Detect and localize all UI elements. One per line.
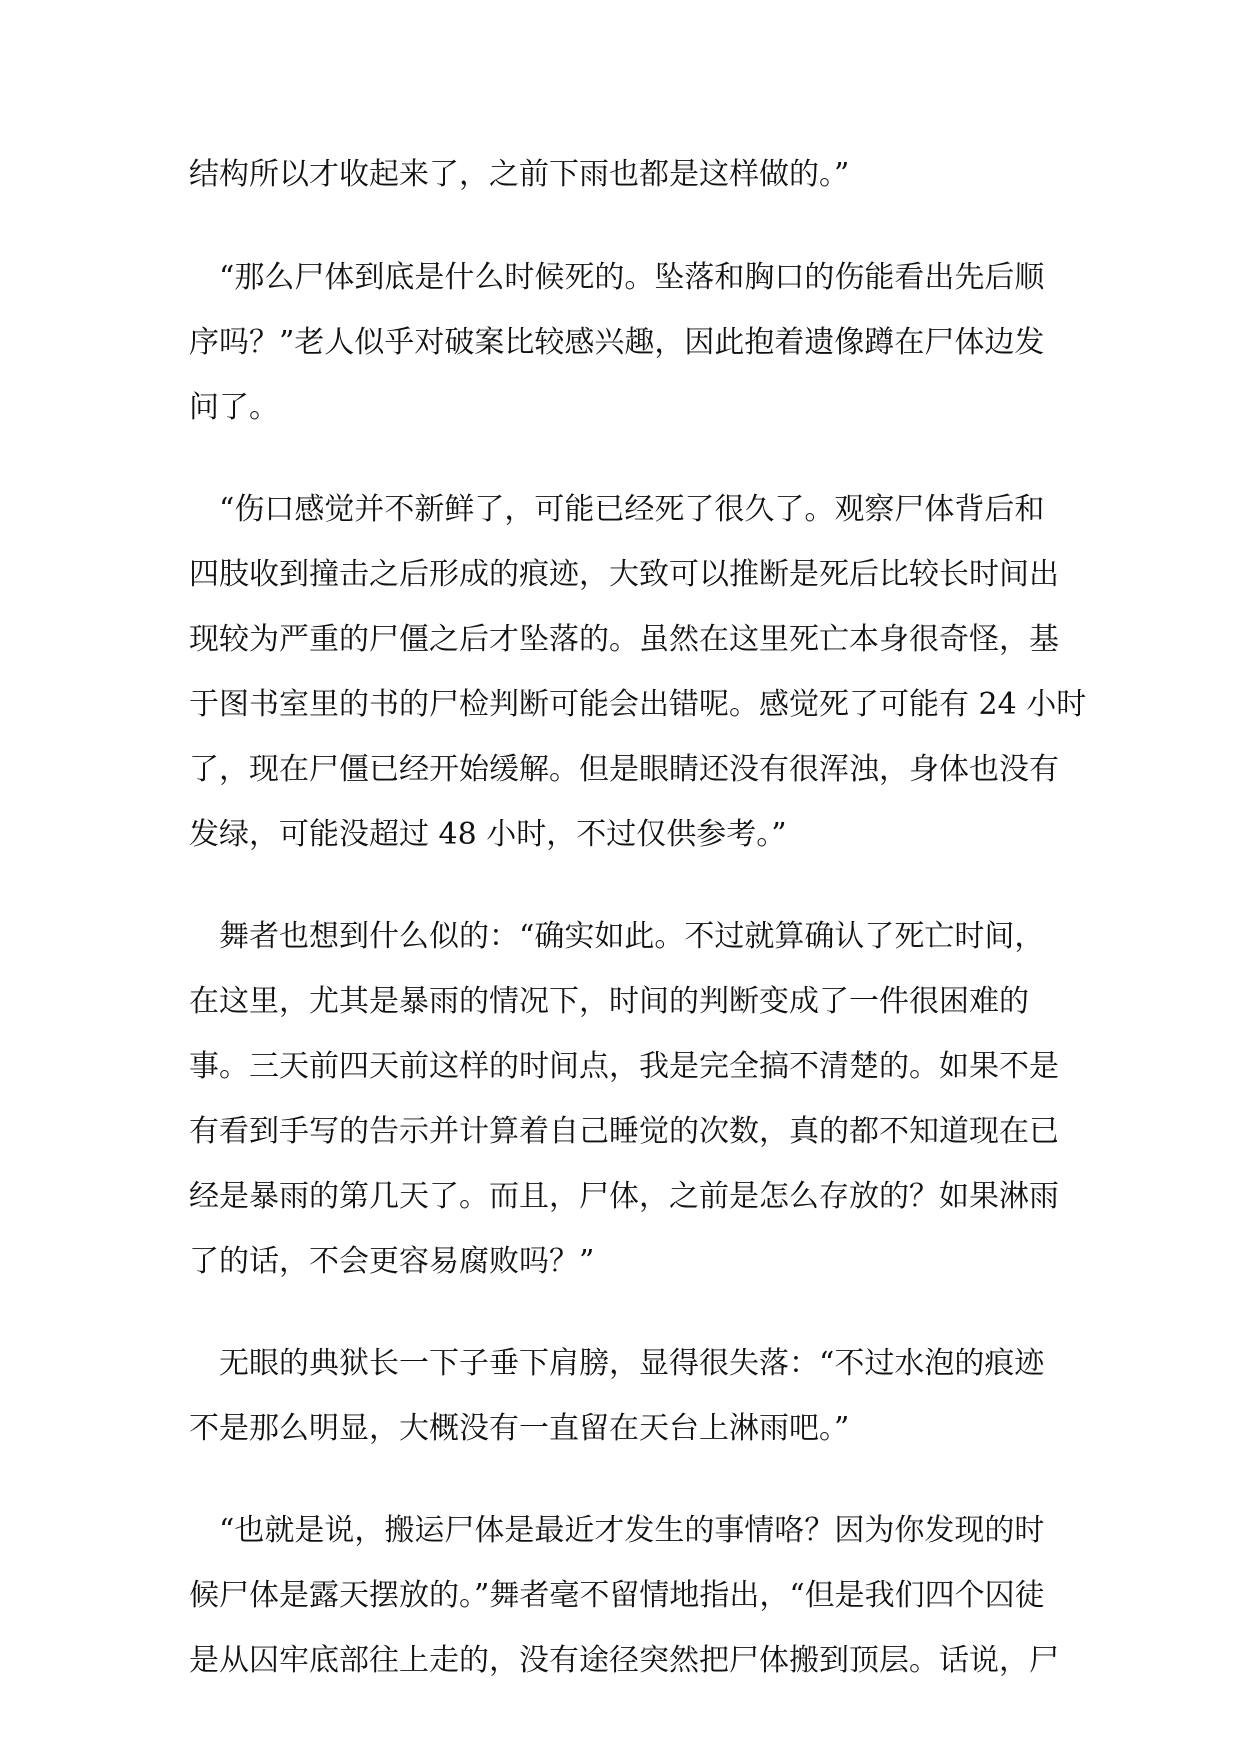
text-line: 候尸体是露天摆放的。”舞者毫不留情地指出，“但是我们四个囚徒: [189, 1578, 1045, 1613]
text-line: 序吗？”老人似乎对破案比较感兴趣，因此抱着遗像蹲在尸体边发: [189, 325, 1045, 360]
text-line: 是从囚牢底部往上走的，没有途径突然把尸体搬到顶层。话说，尸: [189, 1643, 1059, 1678]
text-line: 了的话，不会更容易腐败吗？”: [189, 1244, 595, 1279]
text-line: 发绿，可能没超过 48 小时，不过仅供参考。”: [189, 817, 787, 852]
text-line: 无眼的典狱长一下子垂下肩膀，显得很失落：“不过水泡的痕迹: [189, 1346, 1045, 1381]
text-line: 在这里，尤其是暴雨的情况下，时间的判断变成了一件很困难的: [189, 984, 1029, 1019]
text-line: 有看到手写的告示并计算着自己睡觉的次数，真的都不知道现在已: [189, 1114, 1059, 1149]
text-line: 事。三天前四天前这样的时间点，我是完全搞不清楚的。如果不是: [189, 1049, 1059, 1084]
text-line: “也就是说，搬运尸体是最近才发生的事情咯？因为你发现的时: [189, 1513, 1045, 1548]
text-line: 舞者也想到什么似的：“确实如此。不过就算确认了死亡时间，: [189, 919, 1045, 954]
text-line: 四肢收到撞击之后形成的痕迹，大致可以推断是死后比较长时间出: [189, 557, 1059, 592]
text-line: “伤口感觉并不新鲜了，可能已经死了很久了。观察尸体背后和: [189, 492, 1045, 527]
text-line: 不是那么明显，大概没有一直留在天台上淋雨吧。”: [189, 1411, 850, 1446]
text-line: 结构所以才收起来了，之前下雨也都是这样做的。”: [189, 157, 850, 192]
text-line: “那么尸体到底是什么时候死的。坠落和胸口的伤能看出先后顺: [189, 260, 1045, 295]
text-line: 现较为严重的尸僵之后才坠落的。虽然在这里死亡本身很奇怪，基: [189, 622, 1059, 657]
text-line: 经是暴雨的第几天了。而且，尸体，之前是怎么存放的？如果淋雨: [189, 1179, 1059, 1214]
text-line: 于图书室里的书的尸检判断可能会出错呢。感觉死了可能有 24 小时: [189, 687, 1087, 722]
text-line: 了，现在尸僵已经开始缓解。但是眼睛还没有很浑浊，身体也没有: [189, 752, 1059, 787]
text-line: 问了。: [189, 390, 279, 425]
